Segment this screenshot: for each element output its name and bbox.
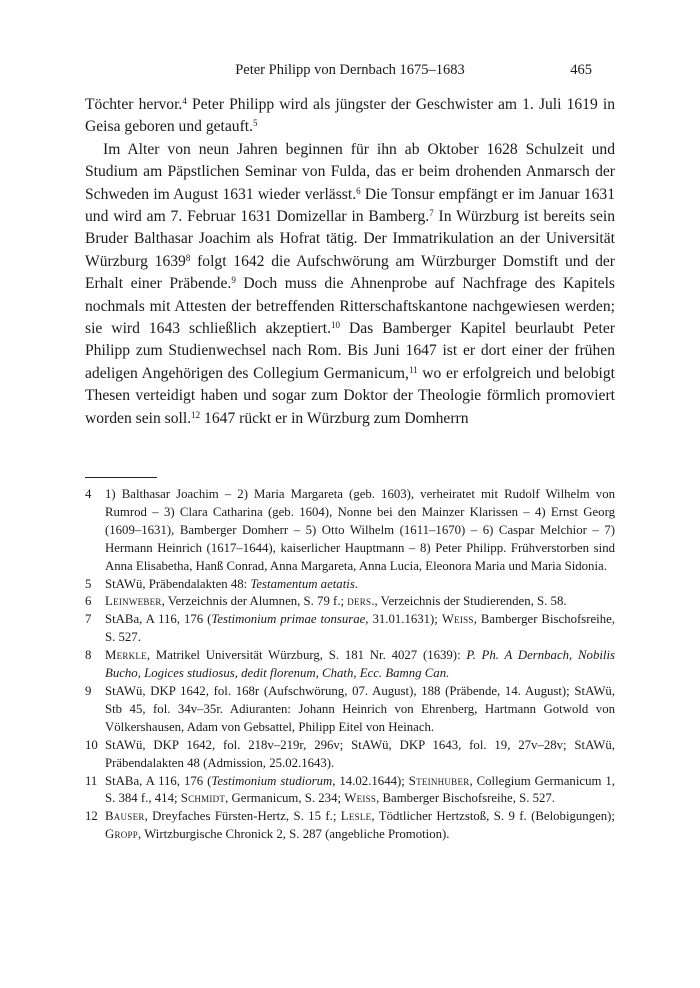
footnote-reference: 11 bbox=[408, 364, 418, 375]
text-run: StAWü, Präbendalakten 48: bbox=[105, 576, 251, 591]
italic-text: Testimonium studiorum bbox=[211, 773, 333, 788]
text-run: StABa, A 116, 176 ( bbox=[105, 773, 212, 788]
footnote-text bbox=[105, 737, 615, 773]
footnote-text bbox=[105, 486, 615, 576]
text-run: , Tödtlicher Hertzstoß, S. 9 f. (Belobigungen); bbox=[371, 809, 615, 824]
text-run: 1647 rückt er in Würzburg zum Domherrn bbox=[200, 409, 469, 427]
footnote-number: 8 bbox=[85, 648, 92, 663]
text-run: , Matrikel Universität Würzburg, S. 181 Nr. 4027 (1639): bbox=[146, 648, 467, 663]
footnote-text bbox=[105, 576, 615, 594]
footnote-text bbox=[105, 647, 615, 683]
footnotes bbox=[85, 486, 615, 844]
text-run: StAWü, DKP 1642, fol. 218v–219r, 296v; StAWü, DKP 1643, fol. 19, 27v–28v; StAWü, Präbendalakten 48 (Admission, 25.02.1643). bbox=[105, 737, 615, 770]
footnote-reference: 12 bbox=[191, 409, 201, 420]
footnote-number: 7 bbox=[85, 612, 92, 627]
text-run: StAWü, DKP 1642, fol. 168r (Aufschwörung, 07. August), 188 (Präbende, 14. August); StAWü, Stb 45, fol. 34v–35r. Adiuranten: Johann Heinrich von Ehrenberg, Hartmann Gotwold von Völkershausen, Adam von Gebsattel, Philipp Eitel von Heinach. bbox=[105, 683, 615, 734]
author-name: Gropp bbox=[105, 827, 139, 842]
footnote-number: 4 bbox=[85, 487, 92, 501]
paragraph-2 bbox=[85, 139, 615, 430]
text-run: Peter Philipp wird als jüngster der Geschwister am 1. Juli 1619 in Geisa geboren und getauft. bbox=[85, 96, 616, 136]
footnote-text bbox=[105, 611, 615, 647]
author-name: Schmidt bbox=[180, 791, 226, 806]
footnote bbox=[85, 647, 615, 683]
text-run: In Würzburg ist bereits sein Bruder Balthasar Joachim als Hofrat tätig. Der Immatrikulation an der Universität Würzburg 1639 bbox=[85, 208, 615, 270]
text-run: , Verzeichnis der Alumnen, S. 79 f.; bbox=[161, 594, 348, 609]
footnote-number: 12 bbox=[85, 809, 98, 824]
footnote-reference: 8 bbox=[185, 252, 191, 263]
paragraph-1 bbox=[85, 94, 615, 139]
footnote-text bbox=[105, 683, 615, 737]
footnote-separator bbox=[85, 477, 157, 478]
author-name: ders bbox=[347, 594, 372, 609]
text-run: Die Tonsur empfängt er im Januar 1631 und wird am 7. Februar 1631 Domizellar in Bamberg. bbox=[85, 185, 615, 226]
footnote-text bbox=[105, 808, 615, 844]
footnote-reference: 6 bbox=[356, 185, 361, 196]
text-run: . bbox=[354, 576, 359, 591]
author-name: Lesle bbox=[340, 809, 372, 824]
footnote bbox=[85, 808, 615, 844]
footnote-reference: 9 bbox=[231, 275, 236, 286]
text-run: , 14.02.1644); bbox=[332, 773, 409, 788]
text-run: , Dreyfaches Fürsten-Hertz, S. 15 f.; bbox=[144, 809, 341, 824]
footnote-number: 9 bbox=[85, 683, 92, 698]
footnote-reference: 4 bbox=[182, 96, 187, 107]
text-run: , Bamberger Bischofsreihe, S. 527. bbox=[376, 791, 555, 806]
author-name: Bauser bbox=[105, 809, 145, 824]
text-run: , Bamberger Bischofsreihe, S. 527. bbox=[105, 612, 616, 645]
text-run: ., Verzeichnis der Studierenden, S. 58. bbox=[371, 594, 567, 609]
footnote-text bbox=[105, 593, 615, 611]
footnote-number: 5 bbox=[85, 576, 92, 591]
italic-text: P. Ph. A Dernbach, Nobilis Bucho, Logices studiosus, dedit florenum, Chath, Ecc. Bamng Can. bbox=[105, 648, 615, 681]
text-run: StABa, A 116, 176 ( bbox=[105, 612, 212, 627]
text-run: Im Alter von neun Jahren beginnen für ihn ab Oktober 1628 Schulzeit und Studium am Päpstlichen Seminar von Fulda, das er beim drohenden Anmarsch der Schweden im August 1631 wieder verlässt. bbox=[85, 140, 615, 203]
footnote-number: 11 bbox=[85, 773, 98, 788]
text-run: Das Bamberger Kapitel beurlaubt Peter Philipp zum Studienwechsel nach Rom. Bis Juni 1647 ist er dort einer der frühen adeligen Angehörigen des Collegium Germanicum, bbox=[85, 320, 616, 382]
footnote bbox=[85, 576, 615, 594]
footnote-text bbox=[105, 773, 615, 809]
footnote bbox=[85, 773, 615, 809]
author-name: Weiss bbox=[344, 791, 377, 806]
author-name: Leinweber bbox=[105, 594, 162, 609]
body-text bbox=[85, 94, 615, 430]
text-run: , 31.01.1631); bbox=[365, 612, 442, 627]
footnote bbox=[85, 593, 615, 611]
footnote-number: 10 bbox=[85, 737, 98, 752]
author-name: Merkle bbox=[105, 648, 147, 663]
footnote-reference: 7 bbox=[429, 208, 434, 219]
text-run: , Collegium Germanicum 1, S. 384 f., 414; bbox=[105, 773, 615, 806]
footnote-reference: 5 bbox=[253, 118, 258, 129]
text-run: wo er erfolgreich und belobigt Thesen verteidigt haben und sogar zum Doktor der Theologie förmlich promoviert worden sein soll. bbox=[85, 364, 616, 427]
running-head bbox=[0, 62, 700, 82]
footnote bbox=[85, 486, 615, 576]
footnote-number: 6 bbox=[85, 594, 92, 609]
italic-text: Testamentum aetatis bbox=[250, 576, 355, 591]
text-run: , Germanicum, S. 234; bbox=[225, 791, 345, 806]
author-name: Steinhuber bbox=[408, 773, 470, 788]
footnote bbox=[85, 611, 615, 647]
footnote-reference: 10 bbox=[330, 320, 340, 331]
italic-text: Testimonium primae tonsurae bbox=[211, 612, 366, 627]
text-run: 1) Balthasar Joachim – 2) Maria Margareta (geb. 1603), verheiratet mit Rudolf Wilhelm von Rumrod – 3) Clara Catharina (geb. 1604), Nonne bei den Mainzer Klarissen – 4) Ernst Georg (1609–1631), Bamberger Domherr – 5) Otto Wilhelm (1611–1670) – 6) Caspar Melchior – 7) Hermann Heinrich (1617–1644), kaiserlicher Hauptmann – 8) Peter Philipp. Frühverstorben sind Anna Elisabetha, Hanß Conrad, Anna Margareta, Anna Lucia, Eleonora Maria und Maria Sidonia. bbox=[105, 487, 615, 573]
footnote bbox=[85, 683, 615, 737]
author-name: Weiss bbox=[441, 612, 474, 627]
text-run: Töchter hervor. bbox=[85, 96, 183, 113]
text-run: , Wirtzburgische Chronick 2, S. 287 (angebliche Promotion). bbox=[138, 827, 450, 842]
text-run: folgt 1642 die Aufschwörung am Würzburger Domstift und der Erhalt einer Präbende. bbox=[85, 252, 615, 293]
page-number: 465 bbox=[570, 62, 592, 78]
running-title: Peter Philipp von Dernbach 1675–1683 bbox=[235, 62, 465, 78]
text-run: Doch muss die Ahnenprobe auf Nachfrage des Kapitels nochmals mit Attesten der betreffenden Ritterschaftskantone nachgewiesen werden; sie wird 1643 schließlich akzeptiert. bbox=[85, 275, 616, 338]
footnote bbox=[85, 737, 615, 773]
